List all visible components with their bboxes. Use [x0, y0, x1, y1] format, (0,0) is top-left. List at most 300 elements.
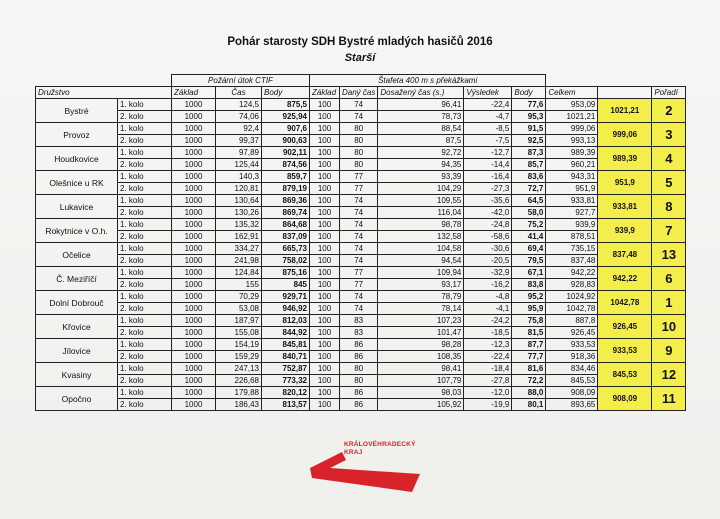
relay-achieved: 109,55 [378, 195, 464, 207]
round-label: 1. kolo [118, 195, 172, 207]
ctif-base: 1000 [172, 291, 216, 303]
round-label: 2. kolo [118, 255, 172, 267]
relay-result: -58,6 [464, 231, 512, 243]
table-row [36, 147, 686, 159]
relay-given: 80 [340, 123, 378, 135]
relay-base: 100 [310, 219, 340, 231]
relay-points: 92,5 [512, 135, 546, 147]
team-rank: 1 [652, 291, 686, 315]
relay-achieved: 109,94 [378, 267, 464, 279]
relay-base: 100 [310, 315, 340, 327]
relay-base: 100 [310, 327, 340, 339]
team-total: 999,06 [598, 123, 652, 147]
ctif-time: 241,98 [216, 255, 262, 267]
round-label: 1. kolo [118, 99, 172, 111]
round-label: 2. kolo [118, 183, 172, 195]
relay-result: -32,9 [464, 267, 512, 279]
round-label: 2. kolo [118, 303, 172, 315]
team-rank: 11 [652, 387, 686, 411]
ctif-time: 125,44 [216, 159, 262, 171]
relay-points: 75,8 [512, 315, 546, 327]
relay-points: 72,7 [512, 183, 546, 195]
relay-points: 81,5 [512, 327, 546, 339]
relay-points: 72,2 [512, 375, 546, 387]
relay-achieved: 104,58 [378, 243, 464, 255]
relay-given: 77 [340, 267, 378, 279]
ctif-group-header: Požární útok CTIF [172, 75, 310, 87]
round-label: 2. kolo [118, 279, 172, 291]
ctif-time: 226,68 [216, 375, 262, 387]
team-total: 989,39 [598, 147, 652, 171]
team-name: Provoz [36, 123, 118, 147]
relay-base: 100 [310, 351, 340, 363]
relay-given: 77 [340, 279, 378, 291]
ctif-points: 859,7 [262, 171, 310, 183]
ctif-base: 1000 [172, 399, 216, 411]
relay-result: -24,8 [464, 219, 512, 231]
ctif-time: 53,08 [216, 303, 262, 315]
logo-text [344, 441, 416, 457]
relay-achieved: 98,41 [378, 363, 464, 375]
relay-result: -18,5 [464, 327, 512, 339]
ctif-points: 864,68 [262, 219, 310, 231]
relay-points: 95,3 [512, 111, 546, 123]
ctif-base: 1000 [172, 207, 216, 219]
round-total: 933,53 [546, 339, 598, 351]
logo-line-1: KRÁLOVÉHRADECKÝ [344, 441, 416, 448]
round-total: 887,8 [546, 315, 598, 327]
round-label: 2. kolo [118, 375, 172, 387]
ctif-time: 159,29 [216, 351, 262, 363]
round-total: 939,9 [546, 219, 598, 231]
relay-given: 80 [340, 375, 378, 387]
ctif-time: 154,19 [216, 339, 262, 351]
relay-achieved: 104,29 [378, 183, 464, 195]
round-label: 1. kolo [118, 171, 172, 183]
relay-given: 74 [340, 99, 378, 111]
team-name: Dolní Dobrouč [36, 291, 118, 315]
relay-points: 67,1 [512, 267, 546, 279]
relay-points: 85,7 [512, 159, 546, 171]
ctif-points: 869,36 [262, 195, 310, 207]
ctif-time: 334,27 [216, 243, 262, 255]
relay-result: -4,8 [464, 291, 512, 303]
table-row [36, 351, 686, 363]
team-total: 926,45 [598, 315, 652, 339]
relay-points: 91,5 [512, 123, 546, 135]
ctif-points: 840,71 [262, 351, 310, 363]
ctif-base: 1000 [172, 111, 216, 123]
relay-base: 100 [310, 387, 340, 399]
relay-result: -27,8 [464, 375, 512, 387]
relay-base: 100 [310, 207, 340, 219]
total-value-header [598, 87, 652, 99]
round-label: 1. kolo [118, 147, 172, 159]
ctif-points: 758,02 [262, 255, 310, 267]
relay-achieved: 93,39 [378, 171, 464, 183]
ctif-time: 130,64 [216, 195, 262, 207]
header-group-row [36, 75, 686, 87]
team-rank: 3 [652, 123, 686, 147]
round-total: 927,7 [546, 207, 598, 219]
ctif-base: 1000 [172, 351, 216, 363]
ctif-time: 74,06 [216, 111, 262, 123]
relay-base: 100 [310, 195, 340, 207]
round-label: 2. kolo [118, 135, 172, 147]
team-rank: 6 [652, 267, 686, 291]
relay-result: -24,2 [464, 315, 512, 327]
ctif-points: 946,92 [262, 303, 310, 315]
relay-base: 100 [310, 159, 340, 171]
relay-given: 86 [340, 387, 378, 399]
relay-achieved: 78,79 [378, 291, 464, 303]
ctif-base: 1000 [172, 327, 216, 339]
team-total: 845,53 [598, 363, 652, 387]
relay-achieved: 108,35 [378, 351, 464, 363]
team-name: Kvasiny [36, 363, 118, 387]
ctif-time: 187,97 [216, 315, 262, 327]
table-row [36, 99, 686, 111]
relay-achieved: 87,5 [378, 135, 464, 147]
round-total: 735,15 [546, 243, 598, 255]
ctif-time: 247,13 [216, 363, 262, 375]
table-row [36, 243, 686, 255]
relay-points: 64,5 [512, 195, 546, 207]
relay-achieved: 98,78 [378, 219, 464, 231]
relay-given: 74 [340, 303, 378, 315]
relay-given: 74 [340, 195, 378, 207]
ctif-points: 820,12 [262, 387, 310, 399]
round-total: 928,83 [546, 279, 598, 291]
ctif-points: 900,63 [262, 135, 310, 147]
round-total: 942,22 [546, 267, 598, 279]
relay-given: 80 [340, 147, 378, 159]
relay-points: 87,3 [512, 147, 546, 159]
round-total: 993,13 [546, 135, 598, 147]
table-row [36, 231, 686, 243]
round-total: 834,46 [546, 363, 598, 375]
team-name: Lukavice [36, 195, 118, 219]
team-name: Olešnice u RK [36, 171, 118, 195]
team-total: 933,53 [598, 339, 652, 363]
ctif-time: 162,91 [216, 231, 262, 243]
ctif-time: 155 [216, 279, 262, 291]
team-rank: 7 [652, 219, 686, 243]
ctif-points: 812,03 [262, 315, 310, 327]
team-name: Jílovice [36, 339, 118, 363]
relay-result: -18,4 [464, 363, 512, 375]
team-total: 1042,78 [598, 291, 652, 315]
relay-given: 74 [340, 111, 378, 123]
round-label: 2. kolo [118, 351, 172, 363]
table-row [36, 219, 686, 231]
relay-achieved: 105,92 [378, 399, 464, 411]
ctif-base: 1000 [172, 231, 216, 243]
round-total: 1024,92 [546, 291, 598, 303]
table-row [36, 387, 686, 399]
relay-points: 58,0 [512, 207, 546, 219]
ctif-points: 869,74 [262, 207, 310, 219]
ctif-points: 665,73 [262, 243, 310, 255]
round-total: 943,31 [546, 171, 598, 183]
ctif-base: 1000 [172, 267, 216, 279]
relay-given-header: Daný čas [340, 87, 378, 99]
relay-points: 41,4 [512, 231, 546, 243]
team-total: 939,9 [598, 219, 652, 243]
round-total: 999,06 [546, 123, 598, 135]
ctif-base: 1000 [172, 123, 216, 135]
round-total: 1021,21 [546, 111, 598, 123]
table-row [36, 207, 686, 219]
document-title: Pohár starosty SDH Bystré mladých hasičů 2016 [227, 36, 493, 48]
ctif-base-header: Základ [172, 87, 216, 99]
relay-points-header: Body [512, 87, 546, 99]
relay-achieved: 78,73 [378, 111, 464, 123]
relay-base: 100 [310, 243, 340, 255]
relay-base: 100 [310, 399, 340, 411]
relay-base: 100 [310, 339, 340, 351]
ctif-time-header: Čas [216, 87, 262, 99]
table-row [36, 315, 686, 327]
ctif-base: 1000 [172, 255, 216, 267]
relay-given: 74 [340, 255, 378, 267]
round-total: 951,9 [546, 183, 598, 195]
relay-achieved: 94,35 [378, 159, 464, 171]
table-row [36, 183, 686, 195]
relay-base-header: Základ [310, 87, 340, 99]
relay-base: 100 [310, 267, 340, 279]
ctif-base: 1000 [172, 303, 216, 315]
relay-result: -12,3 [464, 339, 512, 351]
relay-given: 74 [340, 291, 378, 303]
relay-result: -8,5 [464, 123, 512, 135]
team-name: Houdkovice [36, 147, 118, 171]
table-row [36, 267, 686, 279]
relay-result: -7,5 [464, 135, 512, 147]
round-label: 1. kolo [118, 123, 172, 135]
table-row [36, 303, 686, 315]
ctif-points: 845 [262, 279, 310, 291]
relay-given: 74 [340, 243, 378, 255]
relay-result: -19,9 [464, 399, 512, 411]
ctif-base: 1000 [172, 135, 216, 147]
table-row [36, 195, 686, 207]
ctif-base: 1000 [172, 195, 216, 207]
round-total: 908,09 [546, 387, 598, 399]
round-label: 2. kolo [118, 399, 172, 411]
round-label: 1. kolo [118, 267, 172, 279]
relay-given: 74 [340, 219, 378, 231]
ctif-points: 902,11 [262, 147, 310, 159]
team-header: Družstvo [36, 87, 172, 99]
ctif-base: 1000 [172, 147, 216, 159]
ctif-time: 135,32 [216, 219, 262, 231]
round-total: 1042,78 [546, 303, 598, 315]
round-label: 1. kolo [118, 291, 172, 303]
relay-points: 79,5 [512, 255, 546, 267]
ctif-time: 130,26 [216, 207, 262, 219]
relay-given: 83 [340, 315, 378, 327]
team-rank: 5 [652, 171, 686, 195]
ctif-points: 845,81 [262, 339, 310, 351]
round-label: 1. kolo [118, 339, 172, 351]
relay-base: 100 [310, 231, 340, 243]
round-label: 2. kolo [118, 159, 172, 171]
ctif-base: 1000 [172, 387, 216, 399]
relay-base: 100 [310, 135, 340, 147]
ctif-time: 124,5 [216, 99, 262, 111]
ctif-base: 1000 [172, 339, 216, 351]
relay-points: 77,6 [512, 99, 546, 111]
round-total: 845,53 [546, 375, 598, 387]
header-row [36, 87, 686, 99]
ctif-time: 120,81 [216, 183, 262, 195]
ctif-time: 97,89 [216, 147, 262, 159]
table-row [36, 279, 686, 291]
relay-given: 74 [340, 231, 378, 243]
ctif-points: 752,87 [262, 363, 310, 375]
relay-base: 100 [310, 183, 340, 195]
relay-base: 100 [310, 123, 340, 135]
relay-base: 100 [310, 111, 340, 123]
round-total: 933,81 [546, 195, 598, 207]
relay-points: 88,0 [512, 387, 546, 399]
round-total: 989,39 [546, 147, 598, 159]
relay-points: 80,1 [512, 399, 546, 411]
relay-points: 83,6 [512, 171, 546, 183]
relay-result: -42,0 [464, 207, 512, 219]
ctif-base: 1000 [172, 243, 216, 255]
table-row [36, 363, 686, 375]
round-label: 2. kolo [118, 111, 172, 123]
relay-result: -4,1 [464, 303, 512, 315]
ctif-time: 124,84 [216, 267, 262, 279]
ctif-time: 179,88 [216, 387, 262, 399]
round-total: 918,36 [546, 351, 598, 363]
relay-points: 95,9 [512, 303, 546, 315]
rank-header: Pořadí [652, 87, 686, 99]
team-name: Č. Meziříčí [36, 267, 118, 291]
team-rank: 9 [652, 339, 686, 363]
ctif-time: 70,29 [216, 291, 262, 303]
table-row [36, 123, 686, 135]
team-name: Opočno [36, 387, 118, 411]
round-total: 893,65 [546, 399, 598, 411]
relay-result: -12,0 [464, 387, 512, 399]
relay-given: 80 [340, 159, 378, 171]
relay-base: 100 [310, 291, 340, 303]
table-row [36, 291, 686, 303]
team-total: 837,48 [598, 243, 652, 267]
ctif-points: 907,6 [262, 123, 310, 135]
relay-result-header: Výsledek [464, 87, 512, 99]
relay-points: 69,4 [512, 243, 546, 255]
relay-base: 100 [310, 255, 340, 267]
relay-achieved: 98,28 [378, 339, 464, 351]
ctif-time: 186,43 [216, 399, 262, 411]
round-total: 926,45 [546, 327, 598, 339]
total-header: Celkem [546, 87, 598, 99]
ctif-base: 1000 [172, 375, 216, 387]
ctif-points: 875,5 [262, 99, 310, 111]
relay-achieved: 107,79 [378, 375, 464, 387]
team-total: 1021,21 [598, 99, 652, 123]
relay-result: -16,2 [464, 279, 512, 291]
ctif-base: 1000 [172, 315, 216, 327]
ctif-base: 1000 [172, 279, 216, 291]
relay-base: 100 [310, 303, 340, 315]
ctif-points: 773,32 [262, 375, 310, 387]
relay-result: -20,5 [464, 255, 512, 267]
table-row [36, 135, 686, 147]
round-label: 1. kolo [118, 387, 172, 399]
relay-result: -4,7 [464, 111, 512, 123]
relay-given: 80 [340, 135, 378, 147]
relay-given: 80 [340, 363, 378, 375]
round-label: 1. kolo [118, 315, 172, 327]
relay-result: -27,3 [464, 183, 512, 195]
table-row [36, 159, 686, 171]
ctif-base: 1000 [172, 183, 216, 195]
team-rank: 4 [652, 147, 686, 171]
logo-line-2: KRAJ [344, 449, 363, 456]
relay-base: 100 [310, 147, 340, 159]
ctif-base: 1000 [172, 159, 216, 171]
team-name: Očelice [36, 243, 118, 267]
relay-achieved: 132,58 [378, 231, 464, 243]
ctif-points: 844,92 [262, 327, 310, 339]
relay-result: -14,4 [464, 159, 512, 171]
relay-base: 100 [310, 375, 340, 387]
relay-points: 83,8 [512, 279, 546, 291]
relay-result: -35,6 [464, 195, 512, 207]
relay-given: 77 [340, 171, 378, 183]
ctif-base: 1000 [172, 171, 216, 183]
ctif-time: 92,4 [216, 123, 262, 135]
logo-arrow-shape [310, 452, 420, 492]
team-name: Rokytnice v O.h. [36, 219, 118, 243]
table-row [36, 375, 686, 387]
team-total: 908,09 [598, 387, 652, 411]
relay-achieved: 98,03 [378, 387, 464, 399]
table-row [36, 255, 686, 267]
team-total: 933,81 [598, 195, 652, 219]
relay-given: 83 [340, 327, 378, 339]
relay-given: 86 [340, 351, 378, 363]
ctif-time: 140,3 [216, 171, 262, 183]
relay-achieved: 96,41 [378, 99, 464, 111]
table-row [36, 327, 686, 339]
ctif-time: 155,08 [216, 327, 262, 339]
ctif-points: 929,71 [262, 291, 310, 303]
ctif-points-header: Body [262, 87, 310, 99]
relay-points: 87,7 [512, 339, 546, 351]
round-label: 1. kolo [118, 219, 172, 231]
relay-result: -22,4 [464, 351, 512, 363]
team-rank: 10 [652, 315, 686, 339]
team-name: Bystré [36, 99, 118, 123]
relay-group-header: Štafeta 400 m s překážkami [310, 75, 546, 87]
team-total: 951,9 [598, 171, 652, 195]
round-label: 2. kolo [118, 207, 172, 219]
ctif-base: 1000 [172, 219, 216, 231]
relay-result: -22,4 [464, 99, 512, 111]
relay-result: -30,6 [464, 243, 512, 255]
team-total: 942,22 [598, 267, 652, 291]
round-total: 960,21 [546, 159, 598, 171]
ctif-points: 874,56 [262, 159, 310, 171]
relay-given: 74 [340, 207, 378, 219]
